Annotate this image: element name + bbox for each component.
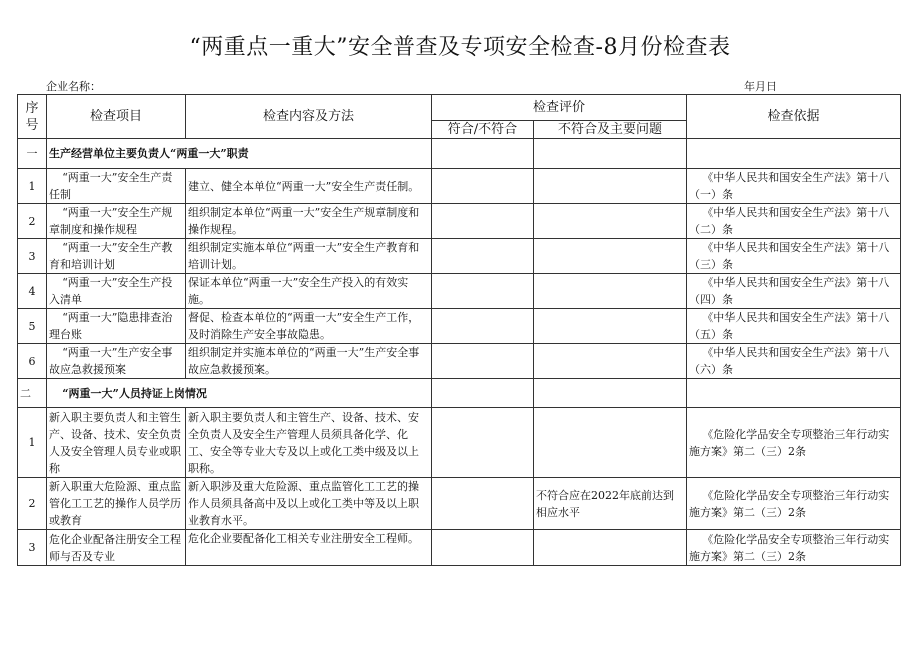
table-row [18,204,901,239]
row-basis: 《危险化学品安全专项整治三年行动实施方案》第二（三）2条 [687,530,901,566]
row-basis: 《危险化学品安全专项整治三年行动实施方案》第二（三）2条 [687,478,901,530]
header-nonconform: 不符合及主要问题 [534,121,687,139]
date-label: 年月日 [744,80,777,93]
row-seq: 1 [18,169,47,204]
row-problem[interactable] [534,309,687,344]
row-problem[interactable] [534,204,687,239]
row-item: 新入职主要负责人和主管生产、设备、技术、安全负责人及安全管理人员专业或职称 [47,408,186,478]
row-problem[interactable] [534,239,687,274]
row-basis: 《中华人民共和国安全生产法》第十八（一）条 [687,169,901,204]
row-content: 保证本单位“两重一大”安全生产投入的有效实施。 [186,274,432,309]
table-row [18,344,901,379]
row-content: 新入职主要负责人和主管生产、设备、技术、安全负责人及安全生产管理人员须具备化学、化工、安全等专业大专及以上或化工类中级及以上职称。 [186,408,432,478]
header-seq: 序号 [18,95,47,139]
row-basis: 《中华人民共和国安全生产法》第十八（五）条 [687,309,901,344]
row-item: “两重一大”隐患排查治理台账 [47,309,186,344]
row-conform[interactable] [432,309,534,344]
row-problem[interactable]: 不符合应在2022年底前达到相应水平 [534,478,687,530]
row-seq: 3 [18,530,47,566]
row-seq: 6 [18,344,47,379]
row-problem[interactable] [534,274,687,309]
row-seq: 5 [18,309,47,344]
table-row [18,530,901,566]
row-basis: 《中华人民共和国安全生产法》第十八（三）条 [687,239,901,274]
table-row [18,309,901,344]
section-row [18,379,901,408]
row-seq: 4 [18,274,47,309]
row-basis: 《中华人民共和国安全生产法》第十八（二）条 [687,204,901,239]
row-conform[interactable] [432,204,534,239]
row-problem[interactable] [534,530,687,566]
header-item: 检查项目 [47,95,186,139]
row-content: 组织制定本单位“两重一大”安全生产规章制度和操作规程。 [186,204,432,239]
row-item: “两重一大”安全生产规章制度和操作规程 [47,204,186,239]
row-content: 督促、检查本单位的“两重一大”安全生产工作，及时消除生产安全事故隐患。 [186,309,432,344]
row-content: 危化企业要配备化工相关专业注册安全工程师。 [186,530,432,566]
row-seq: 3 [18,239,47,274]
row-seq: 2 [18,204,47,239]
table-row [18,169,901,204]
header-conform: 符合/不符合 [432,121,534,139]
section-title: “两重一大”人员持证上岗情况 [47,379,432,408]
row-problem[interactable] [534,344,687,379]
row-item: “两重一大”安全生产投入清单 [47,274,186,309]
row-seq: 2 [18,478,47,530]
row-content: 组织制定实施本单位“两重一大”安全生产教育和培训计划。 [186,239,432,274]
row-basis: 《中华人民共和国安全生产法》第十八（六）条 [687,344,901,379]
table-row [18,478,901,530]
row-content: 组织制定并实施本单位的“两重一大”生产安全事故应急救援预案。 [186,344,432,379]
section-num: 一 [18,139,47,169]
row-conform[interactable] [432,274,534,309]
row-conform[interactable] [432,239,534,274]
inspection-table [17,94,901,566]
page-title: “两重点一重大”安全普查及专项安全检查-8月份检查表 [189,35,731,60]
row-basis: 《危险化学品安全专项整治三年行动实施方案》第二（三）2条 [687,408,901,478]
row-problem[interactable] [534,169,687,204]
row-conform[interactable] [432,169,534,204]
section-title: 生产经营单位主要负责人“两重一大”职责 [47,139,432,169]
row-item: 新入职重大危险源、重点监管化工工艺的操作人员学历或教育 [47,478,186,530]
row-item: “两重一大”安全生产教育和培训计划 [47,239,186,274]
row-content: 建立、健全本单位“两重一大”安全生产责任制。 [186,169,432,204]
header-eval: 检查评价 [432,95,687,121]
header-content: 检查内容及方法 [186,95,432,139]
company-name-label: 企业名称： [46,80,101,93]
table-row [18,408,901,478]
row-conform[interactable] [432,530,534,566]
row-problem[interactable] [534,408,687,478]
row-item: “两重一大”生产安全事故应急救援预案 [47,344,186,379]
row-conform[interactable] [432,478,534,530]
table-row [18,239,901,274]
row-content: 新入职涉及重大危险源、重点监管化工工艺的操作人员须具备高中及以上或化工类中等及以上职业教育水平。 [186,478,432,530]
section-row [18,139,901,169]
row-conform[interactable] [432,408,534,478]
section-num: 二 [18,379,47,408]
row-item: “两重一大”安全生产责任制 [47,169,186,204]
header-basis: 检查依据 [687,95,901,139]
table-row [18,274,901,309]
row-basis: 《中华人民共和国安全生产法》第十八（四）条 [687,274,901,309]
row-seq: 1 [18,408,47,478]
row-conform[interactable] [432,344,534,379]
row-item: 危化企业配备注册安全工程师与否及专业 [47,530,186,566]
